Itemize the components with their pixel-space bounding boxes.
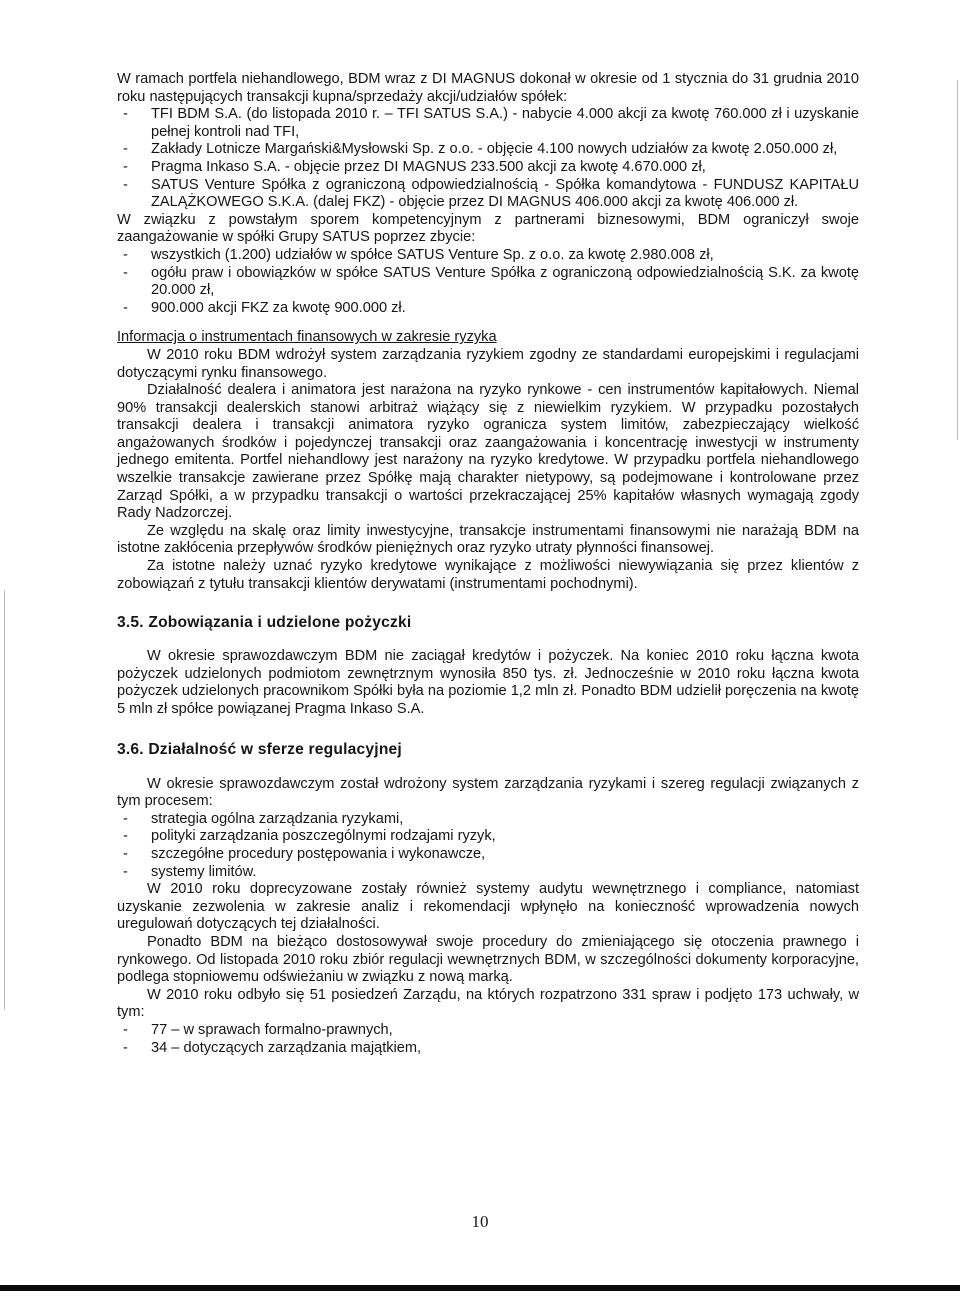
list-item: - ogółu praw i obowiązków w spółce SATUS Venture Spółka z ograniczoną odpowiedzialnością S.K. za kwotę 20.000 zł,	[117, 265, 859, 300]
section-3-5-heading: 3.5. Zobowiązania i udzielone pożyczki	[117, 614, 412, 632]
disposals-list	[117, 247, 859, 317]
section-3-6-heading: 3.6. Działalność w sferze regulacyjnej	[117, 740, 402, 758]
list-item: - wszystkich (1.200) udziałów w spółce SATUS Venture Sp. z o.o. za kwotę 2.980.008 zł,	[117, 247, 859, 265]
section-3-6-paragraph-2: W 2010 roku doprecyzowane zostały również systemy audytu wewnętrznego i compliance, natomiast uzyskanie zezwolenia w zakresie analiz i rekomendacji wpłynęło na konieczność wprowadzenia nowych uregulowań dotyczących tej działalności.	[117, 881, 859, 933]
risk-heading: Informacja o instrumentach finansowych w zakresie ryzyka	[117, 329, 497, 346]
scan-edge-mark	[4, 590, 5, 1010]
document-page	[117, 71, 859, 1057]
transactions-list	[117, 106, 859, 212]
risk-paragraph-4: Za istotne należy uznać ryzyko kredytowe wynikające z możliwości niewywiązania się przez klientów z zobowiązań z tytułu transakcji klientów derywatami (instrumentami pochodnymi).	[117, 558, 859, 592]
list-item: - SATUS Venture Spółka z ograniczoną odpowiedzialnością - Spółka komandytowa - FUNDUSZ KAPITAŁU ZALĄŻKOWEGO S.K.A. (dalej FKZ) - objęcie przez DI MAGNUS 406.000 akcji za kwotę 406.000 zł.	[117, 177, 859, 212]
list-item: - strategia ogólna zarządzania ryzykami,	[117, 811, 859, 829]
list-item: - TFI BDM S.A. (do listopada 2010 r. – TFI SATUS S.A.) - nabycie 4.000 akcji za kwotę 760.000 zł i uzyskanie pełnej kontroli nad TFI,	[117, 106, 859, 141]
list-item: - 900.000 akcji FKZ za kwotę 900.000 zł.	[117, 300, 859, 318]
resolutions-list	[117, 1022, 859, 1057]
section-3-6-paragraph-3: Ponadto BDM na bieżąco dostosowywał swoje procedury do zmieniającego się otoczenia prawnego i rynkowego. Od listopada 2010 roku zbiór regulacji wewnętrznych BDM, w szczególności dokumenty korporacyjne, podlega stopniowemu odświeżaniu w związku z nową marką.	[117, 933, 859, 986]
list-item: - Pragma Inkaso S.A. - objęcie przez DI MAGNUS 233.500 akcji za kwotę 4.670.000 zł,	[117, 159, 859, 177]
list-item: - systemy limitów.	[117, 864, 859, 882]
risk-paragraph-1: W 2010 roku BDM wdrożył system zarządzania ryzykiem zgodny ze standardami europejskimi i regulacjami dotyczącymi rynku finansowego.	[117, 346, 859, 381]
section-3-6-paragraph-4: W 2010 roku odbyło się 51 posiedzeń Zarządu, na których rozpatrzono 331 spraw i podjęto 173 uchwały, w tym:	[117, 986, 859, 1021]
list-item: - 34 – dotyczących zarządzania majątkiem,	[117, 1040, 859, 1058]
intro-paragraph-1: W ramach portfela niehandlowego, BDM wraz z DI MAGNUS dokonał w okresie od 1 stycznia do 31 grudnia 2010 roku następujących transakcji kupna/sprzedaży akcji/udziałów spółek:	[117, 71, 859, 105]
section-3-5-paragraph: W okresie sprawozdawczym BDM nie zaciągał kredytów i pożyczek. Na koniec 2010 roku łączna kwota pożyczek udzielonych podmiotom zewnętrznym wynosiła 850 tys. zł. Jednocześnie w 2010 roku łączna kwota pożyczek udzielonych pracownikom Spółki była na poziomie 1,2 mln zł. Ponadto BDM udzielił poręczenia na kwotę 5 mln zł spółce powiązanej Pragma Inkaso S.A.	[117, 648, 859, 717]
intro-paragraph-2: W związku z powstałym sporem kompetencyjnym z partnerami biznesowymi, BDM ograniczył swoje zaangażowanie w spółki Grupy SATUS poprzez zbycie:	[117, 211, 859, 246]
scan-bottom-bar	[0, 1285, 960, 1291]
list-item: - 77 – w sprawach formalno-prawnych,	[117, 1022, 859, 1040]
list-item: - polityki zarządzania poszczególnymi rodzajami ryzyk,	[117, 828, 859, 846]
list-item: - Zakłady Lotnicze Margański&Mysłowski Sp. z o.o. - objęcie 4.100 nowych udziałów za kwotę 2.050.000 zł,	[117, 141, 859, 159]
regulations-list	[117, 811, 859, 881]
risk-paragraph-3: Ze względu na skalę oraz limity inwestycyjne, transakcje instrumentami finansowymi nie narażają BDM na istotne zakłócenia przepływów środków pieniężnych oraz ryzyko utraty płynności finansowej.	[117, 522, 859, 557]
page-number: 10	[471, 1212, 489, 1231]
section-3-6-paragraph-1: W okresie sprawozdawczym został wdrożony system zarządzania ryzykami i szereg regulacji związanych z tym procesem:	[117, 775, 859, 810]
list-item: - szczegółne procedury postępowania i wykonawcze,	[117, 846, 859, 864]
risk-paragraph-2: Działalność dealera i animatora jest narażona na ryzyko rynkowe - cen instrumentów kapitałowych. Niemal 90% transakcji dealerskich stanowi arbitraż wiążący się z niewielkim ryzykiem. W przypadku pozostałych transakcji dealera i transakcji animatora ryzyko ogranicza system limitów, zabezpieczający wielkość angażowanych środków i pojedynczej transakcji oraz zaangażowania i koncentrację inwestycji w instrumenty jednego emitenta. Portfel niehandlowy jest narażony na ryzyko kredytowe. W przypadku portfela niehandlowego wszelkie transakcje zawierane przez Spółkę mają charakter nietypowy, są podejmowane i kontrolowane przez Zarząd Spółki, a w przypadku transakcji o wartości przekraczającej 25% kapitałów własnych wymagają zgody Rady Nadzorczej.	[117, 382, 859, 522]
scan-edge-mark	[957, 80, 958, 440]
